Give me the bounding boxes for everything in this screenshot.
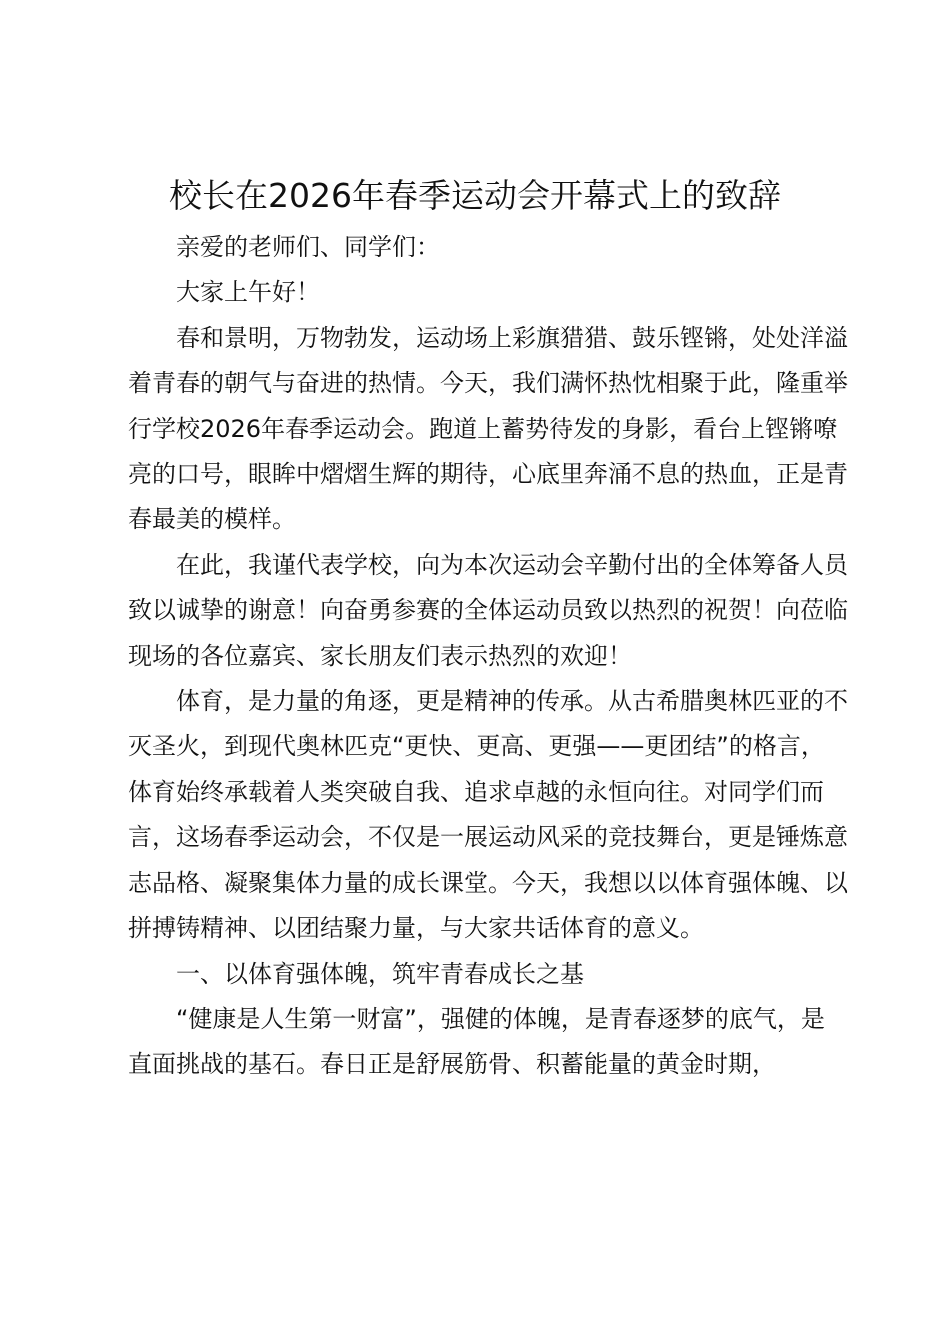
greeting: 大家上午好！ bbox=[176, 278, 320, 307]
section-1-heading: 一、以体育强体魄，筑牢青春成长之基 bbox=[176, 959, 584, 988]
paragraph-sports-meaning: 体育，是力量的角逐，更是精神的传承。从古希腊奥林匹亚的不灭圣火，到现代奥林匹克“更快、更高、更强——更团结”的格言，体育始终承载着人类突破自我、追求卓越的永恒向往。对同学们而言，这场春季运动会，不仅是一展运动风采的竞技舞台，更是锤炼意志品格、凝聚集体力量的成长课堂。今天，我想以以体育强体魄、以拼搏铸精神、以团结聚力量，与大家共话体育的意义。 bbox=[128, 687, 848, 943]
document-title: 校长在2026年春季运动会开幕式上的致辞 bbox=[169, 176, 781, 215]
section-1-paragraph: “健康是人生第一财富”，强健的体魄，是青春逐梦的底气，是直面挑战的基石。春日正是舒展筋骨、积蓄能量的黄金时期， bbox=[128, 1004, 825, 1079]
paragraph-opening: 春和景明，万物勃发，运动场上彩旗猎猎、鼓乐铿锵，处处洋溢着青春的朝气与奋进的热情。今天，我们满怀热忱相聚于此，隆重举行学校2026年春季运动会。跑道上蓄势待发的身影，看台上铿锵嘹亮的口号，眼眸中熠熠生辉的期待，心底里奔涌不息的热血，正是青春最美的模样。 bbox=[128, 323, 848, 534]
paragraph-thanks: 在此，我谨代表学校，向为本次运动会辛勤付出的全体筹备人员致以诚挚的谢意！向奋勇参赛的全体运动员致以热烈的祝贺！向莅临现场的各位嘉宾、家长朋友们表示热烈的欢迎！ bbox=[128, 550, 848, 670]
salutation: 亲爱的老师们、同学们： bbox=[176, 233, 440, 261]
document-body bbox=[128, 225, 848, 1088]
